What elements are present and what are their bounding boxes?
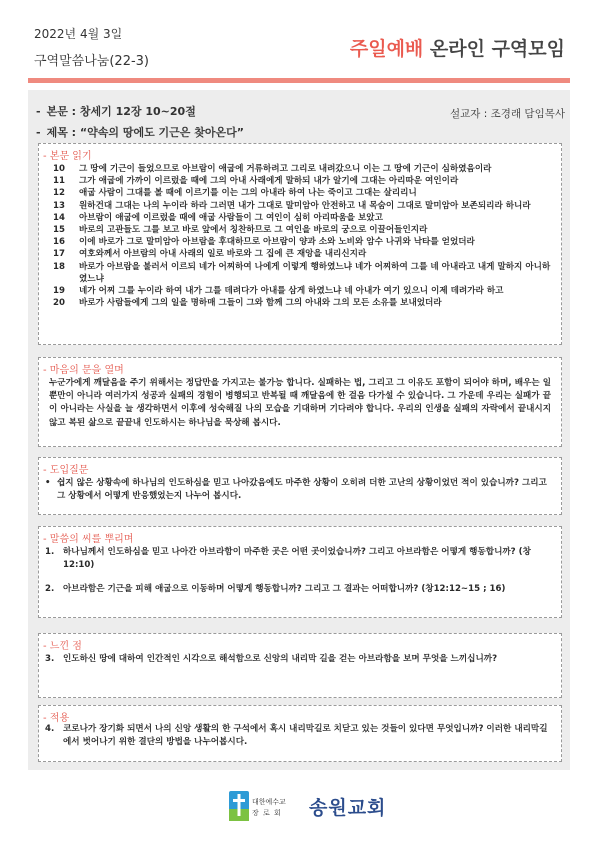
verse-row (51, 297, 553, 309)
verse-text: 그가 애굽에 가까이 이르렀을 때에 그의 아내 사래에게 말하되 내가 알기에 그대는 아리따운 여인이라 (79, 176, 459, 187)
verse-row (51, 236, 553, 248)
intro-question (45, 477, 551, 503)
verse-row (51, 248, 553, 260)
denomination-line2: 장 로 회 (252, 809, 282, 817)
verse-number: 13 (53, 200, 65, 211)
opening-text: 누군가에게 깨달음을 주기 위해서는 정답만을 가지고는 불가능 합니다. 실패하는 법, 그리고 그 이유도 포함이 되어야 하며, 배우는 일 뿐만이 아니라 여러가지 성공과 실패의 경험이 병행되고 반복될 때 깨달음에 한 걸음 다가설 수 있습니다. 그 가운데 우리는 실패가 끝이 아니라는 사실을 늘 생각하면서 이후에 성숙해질 나의 모습을 기대하며 기다려야 합니다. 우리의 인생을 실패의 자락에서 끝내시지 않고 복된 삶으로 끝끝내 인도하시는 하나님을 묵상해 봅시다. (49, 378, 551, 428)
opening-heading: - 마음의 문을 열며 (43, 365, 124, 376)
question-3 (45, 653, 551, 666)
question-1 (45, 546, 551, 572)
question-3-num: 3. (45, 654, 55, 664)
question-1-num: 1. (45, 547, 55, 557)
intro-heading: - 도입질문 (43, 465, 89, 476)
question-2-num: 2. (45, 584, 55, 594)
question-4-num: 4. (45, 724, 55, 734)
verse-number: 19 (53, 286, 65, 297)
church-name: 송원교회 (309, 797, 387, 819)
verse-text: 원하건대 그대는 나의 누이라 하라 그러면 내가 그대로 말미암아 안전하고 내 목숨이 그대로 말미암아 보존되리라 하니라 (79, 200, 531, 211)
reading-box (38, 143, 562, 345)
bullet: • (45, 478, 51, 488)
question-3-text: 인도하신 땅에 대하여 인간적인 시각으로 해석함으로 신앙의 내리막 길을 걷는 아브라함을 보며 무엇을 느끼십니까? (63, 654, 498, 664)
seed-heading: - 말씀의 씨를 뿌리며 (43, 534, 134, 545)
verse-row (51, 212, 553, 224)
verse-text: 바로의 고관들도 그를 보고 바로 앞에서 칭찬하므로 그 여인을 바로의 궁으로 이끌어들인지라 (79, 225, 428, 236)
feel-heading: - 느낀 점 (43, 641, 82, 652)
verse-number: 17 (53, 249, 65, 260)
verse-text: 바로가 사람들에게 그의 일을 명하매 그들이 그와 함께 그의 아내와 그의 모든 소유를 보내었더라 (79, 298, 442, 309)
verse-text: 그 땅에 기근이 들었으므로 아브람이 애굽에 거류하려고 그리로 내려갔으니 이는 그 땅에 기근이 심하였음이라 (79, 164, 492, 174)
verse-number: 14 (53, 212, 65, 223)
intro-text: 쉽지 않은 상황속에 하나님의 인도하심을 믿고 나아갔음에도 마주한 상황이 오히려 더한 고난의 상황이었던 적이 있습니까? 그리고 그 상황에서 어떻게 반응했었는지 나누어 봅시다. (57, 478, 547, 502)
sermon-title-line: - 제목 : “약속의 땅에도 기근은 찾아온다” (36, 126, 244, 139)
verse-row (51, 200, 553, 212)
verse-number: 10 (53, 164, 65, 174)
question-4 (45, 723, 551, 749)
verse-text: 여호와께서 아브람의 아내 사래의 일로 바로와 그 집에 큰 재앙을 내리신지라 (79, 249, 367, 260)
verse-row (51, 163, 553, 175)
opening-box (38, 357, 562, 447)
verse-text: 바로가 아브람을 불러서 이르되 네가 어찌하여 나에게 이렇게 행하였느냐 네가 어찌하여 그를 네 아내라고 내게 말하지 아니하였느냐 (79, 261, 551, 284)
passage-label: 본문 : 창세기 12장 10~20절 (46, 105, 196, 118)
verse-number: 20 (53, 298, 65, 309)
verse-text: 이에 바로가 그로 말미암아 아브람을 후대하므로 아브람이 양과 소와 노비와 암수 나귀와 낙타를 얻었더라 (79, 237, 475, 248)
passage-line: - 본문 : 창세기 12장 10~20절 (36, 105, 196, 118)
verse-number: 15 (53, 225, 65, 236)
verse-row (51, 224, 553, 236)
intro-box (38, 457, 562, 515)
verse-number: 16 (53, 237, 65, 248)
verse-number: 11 (53, 176, 65, 187)
question-2 (45, 583, 551, 596)
header-subtitle: 구역말씀나눔(22-3) (34, 54, 149, 69)
apply-heading: - 적용 (43, 713, 70, 724)
apply-box (38, 705, 562, 762)
verse-text: 애굽 사람이 그대를 볼 때에 이르기를 이는 그의 아내라 하여 나는 죽이고 그대는 살리리니 (79, 188, 417, 199)
sermon-title: 제목 : “약속의 땅에도 기근은 찾아온다” (46, 126, 244, 139)
feel-box (38, 633, 562, 698)
header-divider (28, 78, 570, 83)
verse-text: 네가 어찌 그를 누이라 하여 내가 그를 데려다가 아내를 삼게 하였느냐 네 아내가 여기 있으니 이제 데려가라 하고 (79, 286, 504, 297)
seed-box (38, 526, 562, 618)
preacher: 설교자 : 조경래 담임목사 (450, 108, 565, 120)
verse-text: 아브람이 애굽에 이르렀을 때에 애굽 사람들이 그 여인이 심히 아리따움을 보았고 (79, 212, 383, 223)
verse-row (51, 175, 553, 187)
question-1-text: 하나님께서 인도하심을 믿고 나아간 아브라함이 마주한 곳은 어떤 곳이었습니까? 그리고 아브라함은 어떻게 행동합니까? (창12:10) (63, 547, 531, 571)
verse-number: 12 (53, 188, 65, 199)
denomination-line1: 대한예수교 (252, 798, 286, 806)
verse-number: 18 (53, 261, 65, 272)
question-2-text: 아브라함은 기근을 피해 애굽으로 이동하며 어떻게 행동합니까? 그리고 그 결과는 어떠합니까? (창12:12~15 ; 16) (63, 584, 506, 594)
reading-heading: - 본문 읽기 (43, 151, 92, 162)
page-title (350, 34, 565, 61)
title-rest: 온라인 구역모임 (423, 38, 565, 60)
header-date: 2022년 4월 3일 (34, 27, 123, 41)
verse-row (51, 187, 553, 199)
verse-row (51, 261, 553, 285)
verse-list (51, 163, 553, 309)
question-4-text: 코로나가 장기화 되면서 나의 신앙 생활의 한 구석에서 혹시 내리막길로 치닫고 있는 것들이 있다면 무엇입니까? 이러한 내리막길에서 벗어나기 위한 결단의 방법을 나누어봅시다. (63, 724, 548, 748)
title-accent: 주일예배 (349, 38, 424, 60)
church-cross-logo (229, 791, 249, 821)
verse-row (51, 285, 553, 297)
